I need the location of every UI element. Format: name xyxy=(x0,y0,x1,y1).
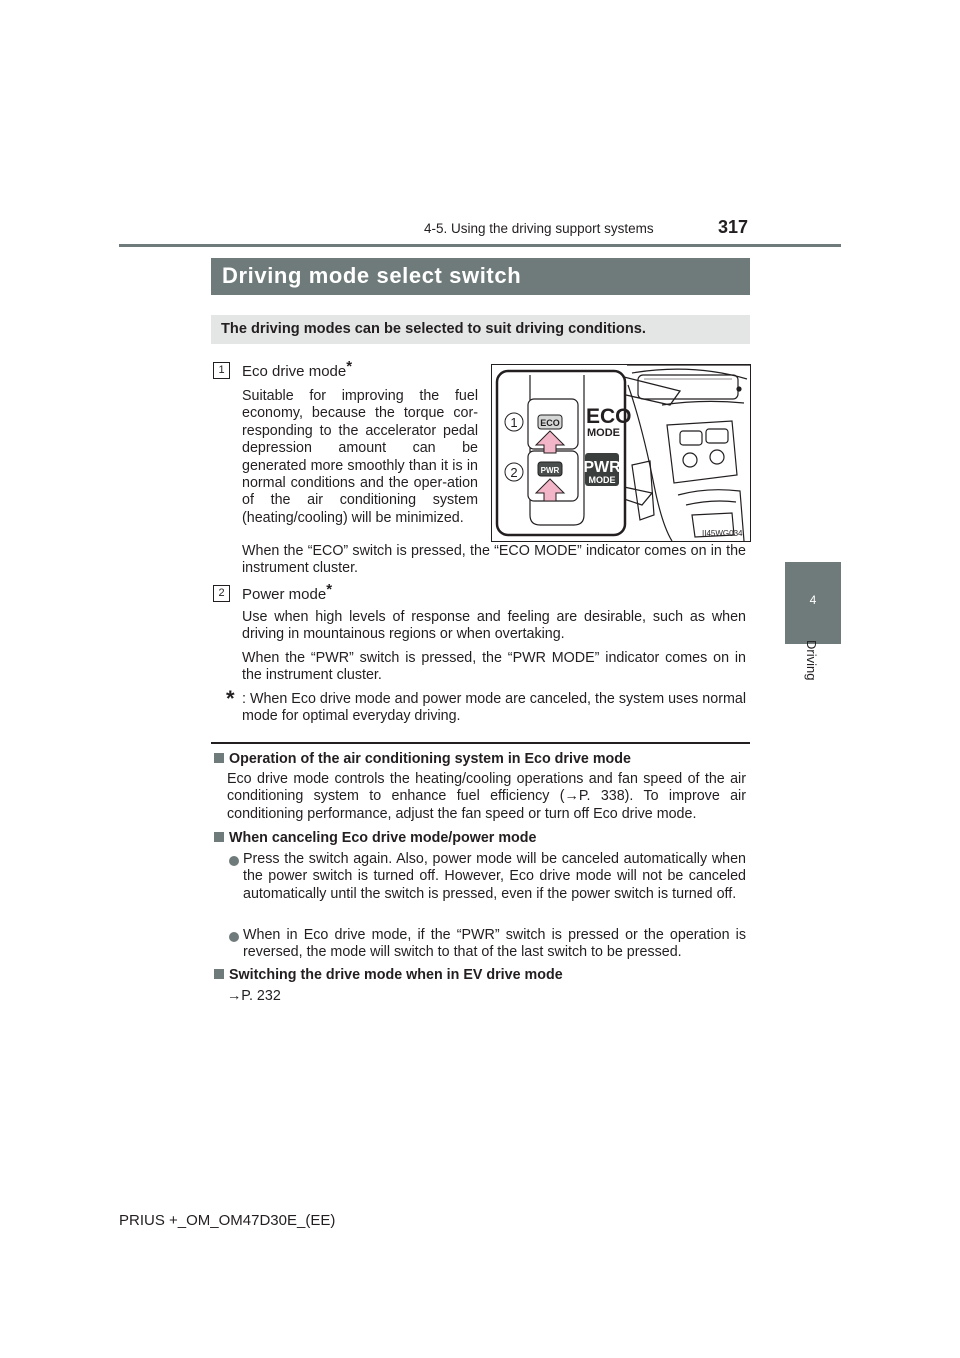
note-2-heading-text: When canceling Eco drive mode/power mode xyxy=(229,830,537,846)
note-3-heading-text: Switching the drive mode when in EV drive mode xyxy=(229,967,563,983)
item-2-number: 2 xyxy=(213,585,230,602)
callout-1-label: 1 xyxy=(510,415,518,430)
note-1-heading-text: Operation of the air conditioning system in Eco drive mode xyxy=(229,751,631,767)
footer-doc-code: PRIUS +_OM_OM47D30E_(EE) xyxy=(119,1212,336,1229)
pwr-button-label: PWR xyxy=(540,466,560,475)
chapter-label: Driving xyxy=(804,640,819,681)
eco-indicator-top: ECO xyxy=(586,405,632,428)
chapter-tab xyxy=(785,562,841,644)
chapter-label-wrap xyxy=(802,640,824,700)
section-title-bar xyxy=(211,258,750,295)
note-3-heading xyxy=(214,967,754,984)
figure-code: II45WG034 xyxy=(702,529,743,538)
pwr-indicator-top: PWR xyxy=(583,459,621,476)
eco-button-label: ECO xyxy=(540,418,560,428)
square-bullet-icon xyxy=(214,753,224,763)
chapter-number: 4 xyxy=(809,593,817,607)
note-3-page-link[interactable]: →P. 232 xyxy=(227,988,281,1004)
footnote-text: : When Eco drive mode and power mode are canceled, the system uses normal mode for optimal everyday driving. xyxy=(242,691,746,725)
switch-illustration xyxy=(491,364,751,542)
pwr-indicator-bottom: MODE xyxy=(588,475,616,485)
section-title: Driving mode select switch xyxy=(222,263,522,288)
callout-2-label: 2 xyxy=(510,465,518,480)
item-1-eco-switch-note: When the “ECO” switch is pressed, the “ECO MODE” indicator comes on in the instrument cluster. xyxy=(242,543,746,577)
note-2-heading xyxy=(214,830,754,847)
footnote-mark: * xyxy=(226,686,235,711)
lead-text: The driving modes can be selected to suit driving conditions. xyxy=(221,321,646,337)
note-2-bullet-2: When in Eco drive mode, if the “PWR” switch is pressed or the operation is reversed, the mode will switch to that of the last switch to be pressed. xyxy=(243,927,746,961)
notes-divider xyxy=(211,742,750,744)
switch-illustration-svg xyxy=(492,365,750,541)
item-1-star: * xyxy=(346,358,353,375)
item-1-title-text: Eco drive mode xyxy=(242,363,347,380)
dashboard-drawing xyxy=(627,365,750,541)
round-bullet-icon xyxy=(229,932,239,942)
note-1-text: Eco drive mode controls the heating/cooling operations and fan speed of the air conditioning system to enhance fuel efficiency (→P. 338). To improve air conditioning performance, adjust the fan speed or turn off Eco drive mode. xyxy=(227,771,746,822)
eco-indicator-bottom: MODE xyxy=(587,427,620,439)
item-2-title-text: Power mode xyxy=(242,586,327,603)
square-bullet-icon xyxy=(214,832,224,842)
square-bullet-icon xyxy=(214,969,224,979)
item-1-title xyxy=(242,358,352,380)
note-2-bullet-1: Press the switch again. Also, power mode will be canceled automatically when the power switch is turned off. However, Eco drive mode will not be canceled automatically until the switch is pressed, even if the power switch is turned off. xyxy=(243,851,746,902)
round-bullet-icon xyxy=(229,856,239,866)
item-1-number: 1 xyxy=(213,362,230,379)
item-2-star: * xyxy=(326,581,333,598)
item-2-description: Use when high levels of response and feeling are desirable, such as when driving in mountainous regions or when overtaking. xyxy=(242,609,746,643)
header-section-title: 4-5. Using the driving support systems xyxy=(424,221,654,236)
note-1-heading xyxy=(214,751,754,768)
item-2-pwr-switch-note: When the “PWR” switch is pressed, the “PWR MODE” indicator comes on in the instrument cluster. xyxy=(242,650,746,684)
header-rule xyxy=(119,244,841,247)
page-number: 317 xyxy=(718,217,749,237)
eco-leader xyxy=(624,377,680,405)
item-2-title xyxy=(242,581,332,603)
lead-box xyxy=(211,315,750,344)
item-1-description: Suitable for improving the fuel economy, because the torque cor-responding to the accelerator pedal depression amount can be generated more smoothly than it is in normal conditions and the oper-ation of the air conditioning system (heating/cooling) will be minimized. xyxy=(242,388,478,526)
